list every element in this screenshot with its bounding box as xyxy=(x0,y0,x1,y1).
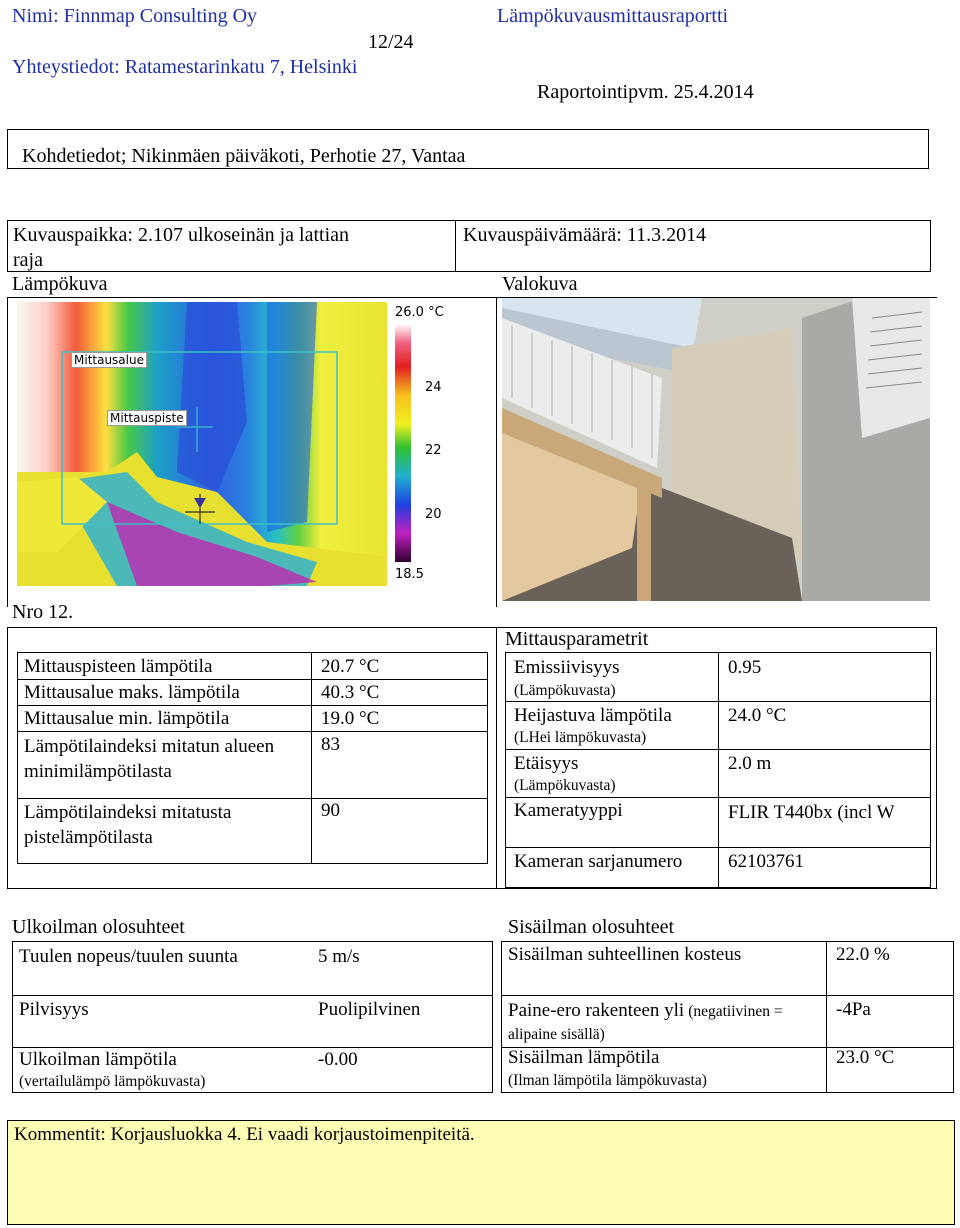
outdoor-value-wind: 5 m/s xyxy=(318,946,360,967)
params-heading: Mittausparametrit xyxy=(505,628,649,650)
comment-box xyxy=(7,1120,955,1225)
outdoor-heading: Ulkoilman olosuhteet xyxy=(12,916,185,938)
param-value-distance: 2.0 m xyxy=(728,753,772,774)
comment-text: Kommentit: Korjausluokka 4. Ei vaadi korjaustoimenpiteitä. xyxy=(14,1124,475,1145)
param-label-emissivity: Emissiivisyys xyxy=(514,657,620,678)
photo-image xyxy=(502,298,930,601)
indoor-table xyxy=(501,941,954,1093)
outdoor-sub-temp: (vertailulämpö lämpökuvasta) xyxy=(19,1073,206,1090)
outdoor-label-temp: Ulkoilman lämpötila xyxy=(19,1049,177,1070)
meas-label-index-area: Lämpötilaindeksi mitatun alueen minimilämpötilasta xyxy=(24,736,275,782)
param-label-camera: Kameratyyppi xyxy=(514,800,623,821)
meas-value-min: 19.0 °C xyxy=(321,708,380,729)
param-label-serial: Kameran sarjanumero xyxy=(514,851,683,872)
scale-max: 26.0 °C xyxy=(395,305,444,320)
indoor-label-humidity: Sisäilman suhteellinen kosteus xyxy=(508,944,742,965)
meas-label-index-spot: Lämpötilaindeksi mitatusta pistelämpötilasta xyxy=(24,802,232,848)
param-value-serial: 62103761 xyxy=(728,851,804,872)
outdoor-value-temp: -0.00 xyxy=(318,1049,358,1070)
outdoor-table xyxy=(12,941,493,1093)
outdoor-label-cloud: Pilvisyys xyxy=(19,999,89,1020)
thermal-heading: Lämpökuva xyxy=(12,273,108,295)
scale-tick-24: 24 xyxy=(425,380,442,395)
area-label: Mittausalue xyxy=(71,352,147,368)
target-text: Kohdetiedot; Nikinmäen päiväkoti, Perhotie 27, Vantaa xyxy=(22,145,466,167)
shoot-date: Kuvauspäivämäärä: 11.3.2014 xyxy=(463,224,707,246)
meas-value-max: 40.3 °C xyxy=(321,682,380,703)
measurements-table xyxy=(17,652,488,864)
target-box xyxy=(7,129,929,169)
scale-tick-22: 22 xyxy=(425,443,442,458)
param-sub-reflected: (LHei lämpökuvasta) xyxy=(514,729,647,746)
photo-heading: Valokuva xyxy=(502,273,578,295)
scale-min: 18.5 xyxy=(395,567,424,582)
place-line2: raja xyxy=(13,249,43,271)
meas-value-index-area: 83 xyxy=(321,734,340,755)
spot-label: Mittauspiste xyxy=(107,410,187,426)
page-number: 12/24 xyxy=(368,31,414,53)
indoor-label-pressure-main: Paine-ero rakenteen yli xyxy=(508,1000,685,1021)
indoor-value-humidity: 22.0 % xyxy=(836,944,890,965)
param-sub-distance: (Lämpökuvasta) xyxy=(514,777,616,794)
indoor-label-temp: Sisäilman lämpötila xyxy=(508,1047,660,1068)
indoor-heading: Sisäilman olosuhteet xyxy=(508,916,675,938)
meas-label-max: Mittausalue maks. lämpötila xyxy=(24,682,240,703)
meas-label-spot: Mittauspisteen lämpötila xyxy=(24,656,213,677)
param-label-distance: Etäisyys xyxy=(514,753,579,774)
param-sub-emissivity: (Lämpökuvasta) xyxy=(514,682,616,699)
outdoor-label-wind: Tuulen nopeus/tuulen suunta xyxy=(19,946,238,967)
meas-value-spot: 20.7 °C xyxy=(321,656,380,677)
report-date: Raportointipvm. 25.4.2014 xyxy=(537,81,754,103)
place-line1: Kuvauspaikka: 2.107 ulkoseinän ja lattian xyxy=(13,224,350,246)
param-value-camera: FLIR T440bx (incl W xyxy=(728,802,895,823)
scale-tick-20: 20 xyxy=(425,507,442,522)
param-value-emissivity: 0.95 xyxy=(728,657,762,678)
indoor-sub-temp: (Ilman lämpötila lämpökuvasta) xyxy=(508,1072,707,1089)
contact-info: Yhteystiedot: Ratamestarinkatu 7, Helsinki xyxy=(12,56,358,78)
meas-label-min: Mittausalue min. lämpötila xyxy=(24,708,230,729)
param-value-reflected: 24.0 °C xyxy=(728,705,787,726)
indoor-value-temp: 23.0 °C xyxy=(836,1047,895,1068)
photo-number: Nro 12. xyxy=(12,601,74,623)
indoor-value-pressure: -4Pa xyxy=(836,999,871,1020)
meas-value-index-spot: 90 xyxy=(321,800,340,821)
location-box xyxy=(7,220,931,272)
outdoor-value-cloud: Puolipilvinen xyxy=(318,999,421,1020)
report-title: Lämpökuvausmittausraportti xyxy=(497,5,729,27)
thermal-image xyxy=(17,302,481,586)
params-table xyxy=(505,652,931,888)
indoor-sub-pressure: (negatiivinen = alipaine sisällä) xyxy=(508,1003,783,1043)
indoor-label-pressure xyxy=(508,999,818,1046)
param-label-reflected: Heijastuva lämpötila xyxy=(514,705,672,726)
company-name: Nimi: Finnmap Consulting Oy xyxy=(12,5,258,27)
